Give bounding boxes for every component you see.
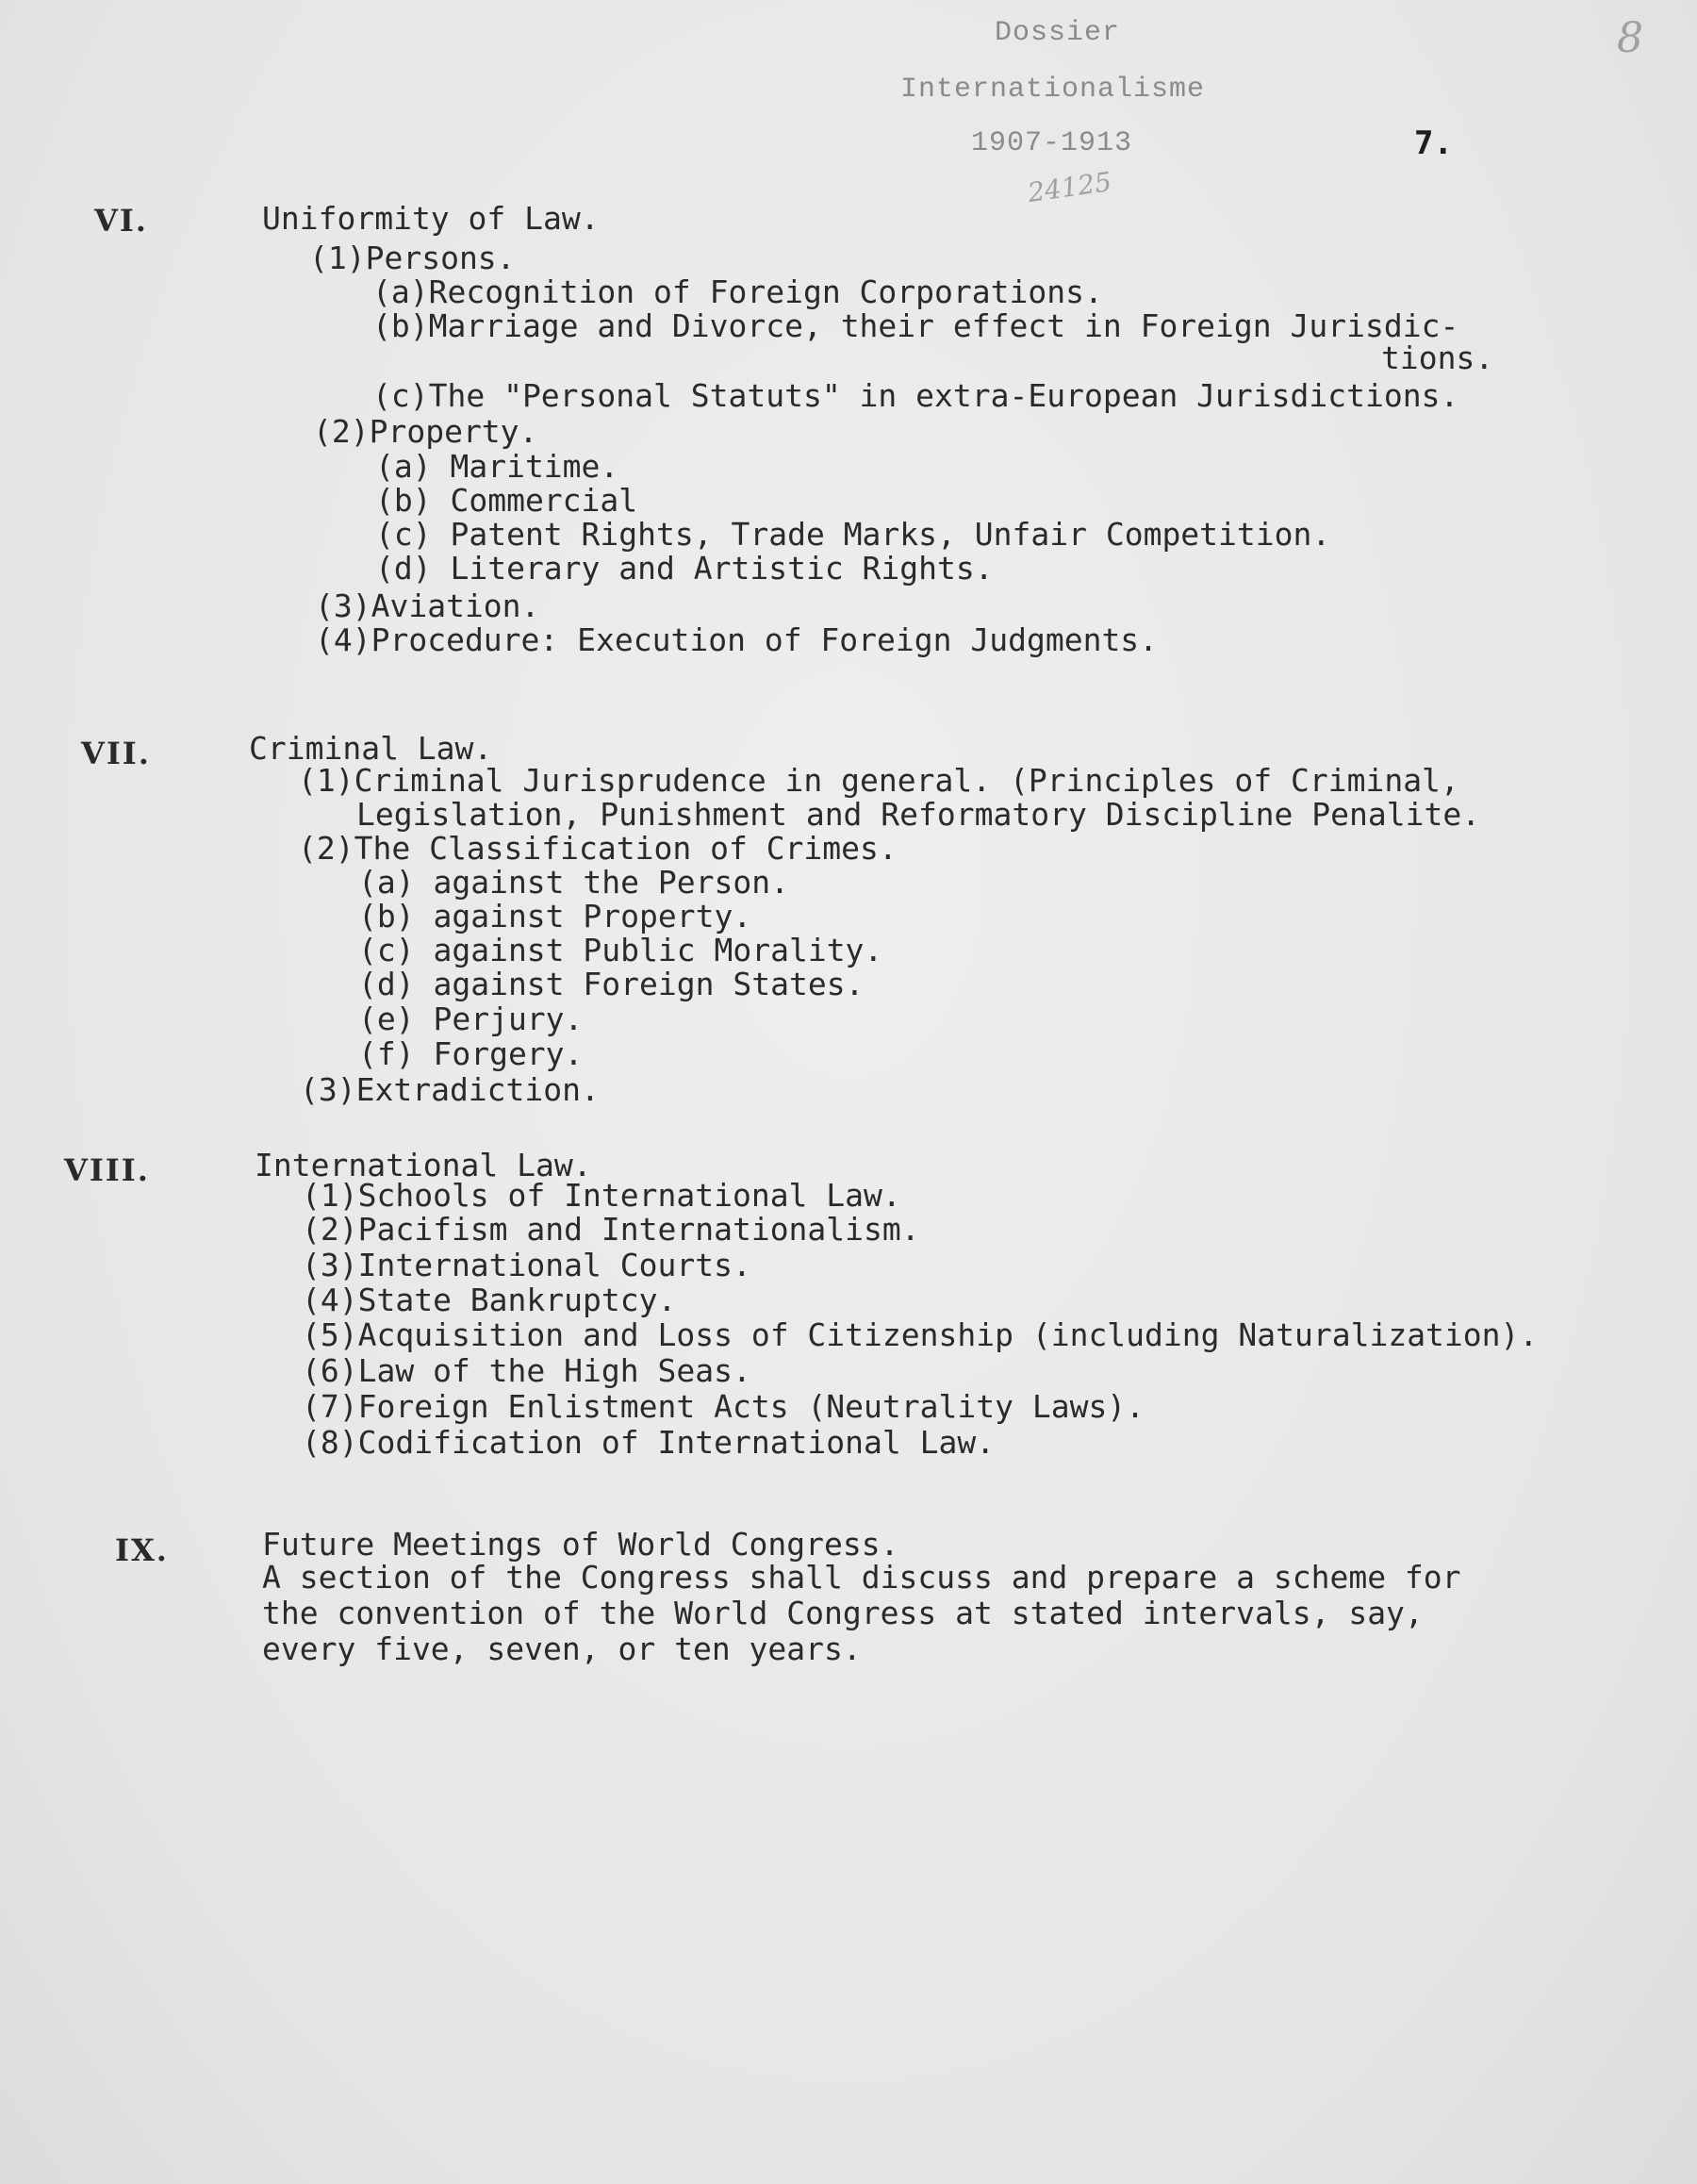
list-item: (d) Literary and Artistic Rights. (375, 550, 994, 587)
list-item: (7)Foreign Enlistment Acts (Neutrality Laws). (302, 1388, 1145, 1425)
section-numeral: VIII. (64, 1152, 150, 1188)
list-item: (b)Marriage and Divorce, their effect in Foreign Jurisdic- (372, 307, 1459, 344)
section-title: Criminal Law. (249, 730, 493, 767)
list-item: (8)Codification of International Law. (302, 1424, 996, 1461)
archive-stamp-title: Internationalisme (900, 74, 1206, 106)
section-numeral: IX. (115, 1532, 169, 1568)
list-item: (3)Aviation. (315, 587, 540, 624)
list-item: (4)Procedure: Execution of Foreign Judgments. (315, 621, 1159, 658)
list-item: (f) Forgery. (358, 1035, 584, 1072)
section-numeral: VII. (81, 736, 151, 771)
corner-mark: 8 (1617, 14, 1643, 62)
list-item: (d) against Foreign States. (358, 966, 865, 1002)
list-item: (2)The Classification of Crimes. (298, 830, 898, 867)
list-item: (1)Criminal Jurisprudence in general. (Principles of Criminal, (298, 762, 1459, 799)
section-numeral: VI. (94, 203, 148, 239)
list-item: (b) against Property. (358, 898, 752, 935)
archive-stamp-years: 1907-1913 (971, 127, 1133, 159)
archive-stamp-dossier: Dossier (995, 17, 1121, 49)
list-item: (c)The "Personal Statuts" in extra-European Jurisdictions. (372, 377, 1459, 414)
list-item: (2)Property. (313, 413, 538, 450)
list-item: Legislation, Punishment and Reformatory Discipline Penalite. (356, 796, 1481, 833)
section-title: Uniformity of Law. (262, 200, 600, 237)
section-title: International Law. (255, 1147, 592, 1183)
section-title: Future Meetings of World Congress. (262, 1526, 899, 1563)
list-item: (2)Pacifism and Internationalism. (302, 1211, 920, 1248)
list-item: (e) Perjury. (358, 1001, 584, 1037)
list-item: (3)International Courts. (302, 1247, 751, 1283)
list-item: (1)Schools of International Law. (302, 1177, 901, 1214)
page-number: 7. (1414, 124, 1453, 162)
list-item: (a) against the Person. (358, 864, 789, 901)
list-item: tions. (1381, 339, 1494, 376)
list-item: (3)Extradiction. (300, 1071, 600, 1108)
list-item: (a) Maritime. (375, 448, 619, 485)
list-item: (1)Persons. (309, 240, 516, 276)
list-item: (5)Acquisition and Loss of Citizenship (including Naturalization). (302, 1316, 1539, 1353)
list-item: (c) Patent Rights, Trade Marks, Unfair Competition. (375, 516, 1331, 553)
list-item: (a)Recognition of Foreign Corporations. (372, 273, 1103, 310)
list-item: (b) Commercial (375, 482, 638, 519)
pencil-code: 24125 (1026, 165, 1113, 209)
list-item: (4)State Bankruptcy. (302, 1282, 677, 1318)
list-item: (c) against Public Morality. (358, 932, 883, 968)
section-paragraph: A section of the Congress shall discuss and prepare a scheme for the convention of the World Congress at stated intervals, say, every five, seven, or ten years. (262, 1559, 1461, 1667)
list-item: (6)Law of the High Seas. (302, 1352, 751, 1389)
